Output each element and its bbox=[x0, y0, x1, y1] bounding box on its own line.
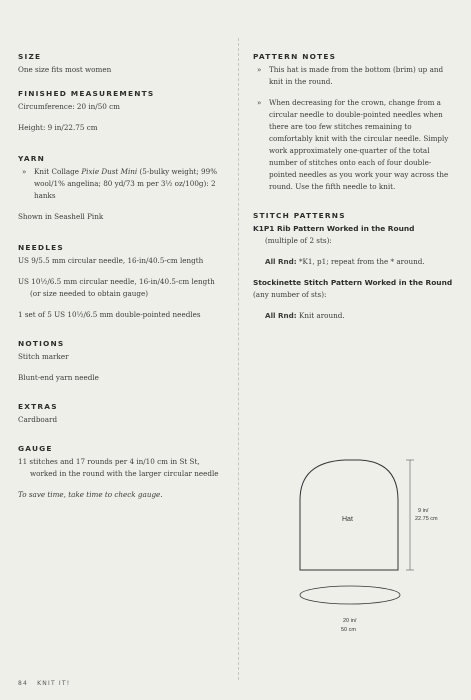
page-footer bbox=[18, 680, 70, 687]
gauge-heading: GAUGE bbox=[18, 444, 53, 453]
extras-heading: EXTRAS bbox=[18, 402, 58, 411]
needle-line-1: US 9/5.5 mm circular needle, 16-in/40.5-cm length bbox=[18, 256, 204, 265]
gauge-section bbox=[18, 444, 223, 501]
width-label-2: 50 cm bbox=[341, 627, 356, 633]
note-1-text: This hat is made from the bottom (brim) up and knit in the round. bbox=[269, 65, 444, 86]
rib-multiple: (multiple of 2 sts): bbox=[265, 236, 332, 245]
notes-heading: PATTERN NOTES bbox=[253, 52, 337, 61]
yarn-details: (5-bulky weight; 99% wool/1% angelina; 80 yd/73 m per 3½ oz/100g): 2 hanks bbox=[34, 167, 218, 200]
gauge-line-1: 11 stitches and 17 rounds per 4 in/10 cm in St St, worked in the round with the larger circular needle bbox=[18, 457, 219, 478]
yarn-name: Pixie Dust Mini bbox=[81, 167, 138, 176]
left-column bbox=[18, 52, 223, 514]
right-column bbox=[253, 52, 453, 335]
height-label-1: 9 in/ bbox=[418, 508, 429, 514]
notion-line-2: Blunt-end yarn needle bbox=[18, 373, 99, 382]
size-section bbox=[18, 52, 223, 76]
needle-line-3: 1 set of 5 US 10½/6.5 mm double-pointed needles bbox=[18, 310, 201, 319]
stockinette-title bbox=[253, 277, 453, 301]
stockinette-round-text: Knit around. bbox=[296, 311, 345, 320]
page-number: 84 bbox=[18, 680, 29, 687]
size-text: One size fits most women bbox=[18, 65, 112, 74]
stockinette-round bbox=[253, 310, 453, 322]
yarn-shown: Shown in Seashell Pink bbox=[18, 212, 104, 221]
note-2-text: When decreasing for the crown, change from a circular needle to double-pointed needles when there are too few stitches remaining to comfortably knit with the circular needle. Simply work approximately one-quarter of the total number of stitches onto each of four double-pointed needles as you work your way across the round. Use the fifth needle to knit. bbox=[269, 98, 449, 191]
stockinette-note: (any number of sts): bbox=[253, 290, 327, 299]
stitch-patterns-section bbox=[253, 211, 453, 322]
notion-line-1: Stitch marker bbox=[18, 352, 69, 361]
column-divider bbox=[238, 38, 240, 680]
bullet-icon: » bbox=[257, 99, 262, 107]
note-2 bbox=[253, 97, 453, 193]
height-text: Height: 9 in/22.75 cm bbox=[18, 123, 98, 132]
bullet-icon: » bbox=[22, 168, 27, 176]
stockinette-round-label: All Rnd: bbox=[265, 311, 297, 320]
bullet-icon: » bbox=[257, 66, 262, 74]
rib-round-label: All Rnd: bbox=[265, 257, 297, 266]
hat-outline bbox=[300, 460, 398, 570]
width-label-1: 20 in/ bbox=[343, 618, 357, 624]
notions-section bbox=[18, 339, 223, 384]
stockinette-title-text: Stockinette Stitch Pattern Worked in the Round bbox=[253, 278, 453, 287]
book-title: KNIT IT! bbox=[37, 680, 71, 687]
extras-line-1: Cardboard bbox=[18, 415, 58, 424]
hat-label: Hat bbox=[342, 516, 353, 523]
hat-schematic bbox=[290, 450, 460, 640]
finished-measurements-section bbox=[18, 89, 223, 134]
rib-round-text: *K1, p1; repeat from the * around. bbox=[296, 257, 425, 266]
rib-title: K1P1 Rib Pattern Worked in the Round bbox=[253, 224, 415, 233]
circumference-text: Circumference: 20 in/50 cm bbox=[18, 102, 120, 111]
needles-section bbox=[18, 243, 223, 321]
notions-heading: NOTIONS bbox=[18, 339, 65, 348]
height-label-2: 22.75 cm bbox=[415, 516, 438, 522]
needle-line-2: US 10½/6.5 mm circular needle, 16-in/40.5-cm length (or size needed to obtain gauge) bbox=[18, 277, 215, 298]
pattern-notes-section bbox=[253, 52, 453, 193]
stitch-heading: STITCH PATTERNS bbox=[253, 211, 346, 220]
yarn-heading: YARN bbox=[18, 154, 46, 163]
gauge-line-2: To save time, take time to check gauge. bbox=[18, 490, 163, 499]
yarn-item bbox=[18, 166, 223, 202]
yarn-prefix: Knit Collage bbox=[34, 167, 82, 176]
finished-heading: FINISHED MEASUREMENTS bbox=[18, 89, 155, 98]
size-heading: SIZE bbox=[18, 52, 42, 61]
brim-ellipse bbox=[300, 586, 400, 604]
rib-round bbox=[253, 256, 453, 268]
needles-heading: NEEDLES bbox=[18, 243, 64, 252]
note-1 bbox=[253, 64, 453, 88]
yarn-section bbox=[18, 154, 223, 223]
extras-section bbox=[18, 402, 223, 426]
